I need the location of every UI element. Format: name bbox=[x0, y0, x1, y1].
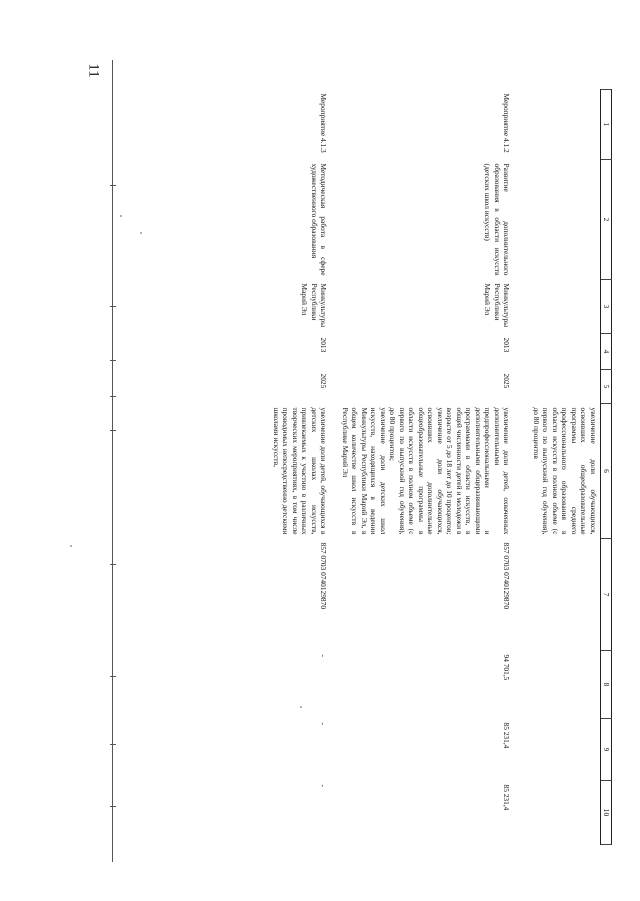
column-number: 9 bbox=[601, 719, 612, 781]
table-row bbox=[339, 90, 514, 845]
column-tick bbox=[110, 306, 116, 307]
activity-name: Методическая работа в сфере художественного образования bbox=[310, 163, 329, 276]
column-number: 2 bbox=[601, 160, 612, 280]
value-col-9: - bbox=[319, 722, 329, 725]
value-col-10: - bbox=[319, 784, 329, 787]
end-year: 2025 bbox=[502, 373, 512, 389]
value-col-10: 85 231,4 bbox=[502, 784, 512, 811]
page-edge-line bbox=[112, 60, 113, 862]
result-item: увеличение доли детей, обучающихся в детских школах искусств, привлекаемых к участию в различных творческих мероприятиях, в том числе проводимых непосредственно детскими школами искусств, bbox=[272, 407, 329, 535]
column-number: 10 bbox=[601, 781, 612, 845]
column-tick bbox=[110, 185, 116, 186]
program-activities-table bbox=[270, 89, 613, 845]
activity-code: Мероприятие 4.1.2 bbox=[502, 93, 512, 153]
column-number: 1 bbox=[601, 90, 612, 160]
column-tick bbox=[110, 744, 116, 745]
start-year: 2013 bbox=[502, 337, 512, 353]
activity-executor: Минкультуры Республики Марий Эл bbox=[300, 283, 329, 328]
expected-results bbox=[339, 404, 514, 539]
column-tick bbox=[110, 676, 116, 677]
value-col-8: 94 701,5 bbox=[502, 654, 512, 681]
activity-code: Мероприятие 4.1.3 bbox=[319, 93, 329, 153]
column-number: 5 bbox=[601, 370, 612, 404]
value-col-9: 85 231,4 bbox=[502, 722, 512, 749]
result-item: увеличение доли детских школ искусств, находящихся в ведении Минкультуры Республики Марий Эл, в общем количестве школ искусств в Республике Марий Эл bbox=[341, 407, 388, 535]
column-tick bbox=[110, 806, 116, 807]
column-tick bbox=[110, 564, 116, 565]
column-tick bbox=[110, 430, 116, 431]
activity-name: Развитие дополнительного образования в области искусств (детских школ искусств) bbox=[483, 163, 512, 276]
scan-speck bbox=[70, 545, 72, 547]
rotated-table-container bbox=[118, 89, 612, 844]
budget-code: 857 0703 0740129870 bbox=[502, 542, 512, 610]
page-number: 11 bbox=[85, 63, 102, 78]
end-year: 2025 bbox=[319, 373, 329, 389]
budget-code: 857 0703 0740129870 bbox=[319, 542, 329, 610]
table-row bbox=[270, 90, 339, 845]
result-item: увеличение доли обучающихся, освоивших дополнительные общеобразовательные программы в области искусств в полном объеме (с первого по выпускной год обучения), до 80 процентов; bbox=[388, 407, 445, 535]
column-number: 8 bbox=[601, 651, 612, 719]
start-year: 2013 bbox=[319, 337, 329, 353]
column-number-row bbox=[601, 90, 612, 845]
column-number: 4 bbox=[601, 334, 612, 370]
continuation-result-text: увеличение доли обучающихся, освоивших общеобразовательные программы среднего профессионального образования в области искусств в полном объеме (с первого по выпускной год обучения), до 80 процентов bbox=[532, 407, 598, 535]
expected-results bbox=[270, 404, 339, 539]
column-tick bbox=[110, 360, 116, 361]
activity-executor: Минкультуры Республики Марий Эл bbox=[483, 283, 512, 328]
result-item: увеличение доли детей, охваченных дополнительными предпрофессиональными и дополнительными общеразвивающими программами в области искусств, в общей численности детей и молодежи в возрасте от 5 до 18 лет до 10 процентов; bbox=[445, 407, 512, 535]
column-number: 3 bbox=[601, 280, 612, 334]
column-number: 7 bbox=[601, 539, 612, 651]
column-number: 6 bbox=[601, 404, 612, 539]
column-tick bbox=[110, 396, 116, 397]
table-row-continuation bbox=[514, 90, 601, 845]
value-col-8: - bbox=[319, 654, 329, 657]
